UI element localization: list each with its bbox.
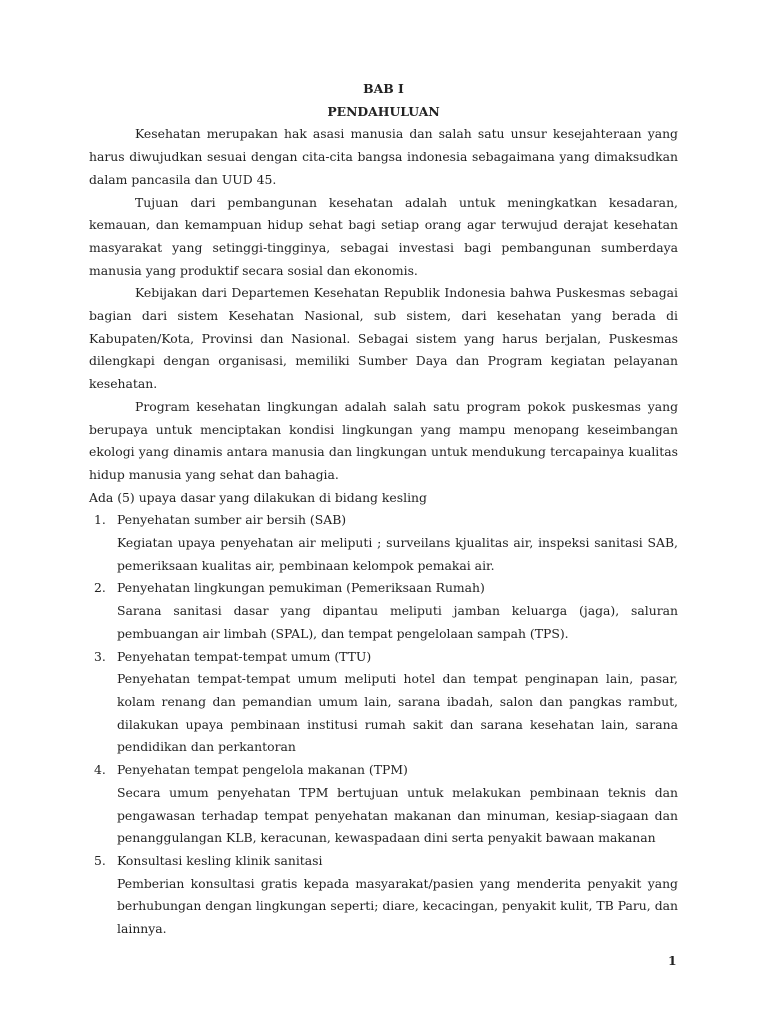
list-item-number: 1. (94, 512, 106, 528)
list-intro: Ada (5) upaya dasar yang dilakukan di bidang kesling (89, 489, 427, 505)
list-item (89, 577, 678, 645)
document-body (89, 78, 678, 941)
list-item-description: Penyehatan tempat-tempat umum meliputi hotel dan tempat penginapan lain, pasar, kolam renang dan pemandian umum lain, sarana ibadah, salon dan pangkas rambut, dilakukan upaya pembinaan institusi rumah sakit dan sarana kesehatan lain, sarana pendidikan dan perkantoran (117, 671, 678, 755)
upaya-list (89, 509, 678, 940)
list-item-description: Pemberian konsultasi gratis kepada masyarakat/pasien yang menderita penyakit yang berhubungan dengan lingkungan seperti; diare, kecacingan, penyakit kulit, TB Paru, dan lainnya. (117, 875, 678, 937)
list-item-number: 4. (94, 762, 106, 778)
list-item-title: Penyehatan lingkungan pemukiman (Pemeriksaan Rumah) (117, 580, 485, 596)
chapter-label: BAB I (363, 81, 404, 96)
list-item-description: Sarana sanitasi dasar yang dipantau meliputi jamban keluarga (jaga), saluran pembuangan air limbah (SPAL), dan tempat pengelolaan sampah (TPS). (117, 603, 678, 641)
paragraph: Kebijakan dari Departemen Kesehatan Republik Indonesia bahwa Puskesmas sebagai bagian dari sistem Kesehatan Nasional, sub sistem, dari kesehatan yang berada di Kabupaten/Kota, Provinsi dan Nasional. Sebagai sistem yang harus berjalan, Puskesmas dilengkapi dengan organisasi, memiliki Sumber Daya dan Program kegiatan pelayanan kesehatan. (89, 285, 678, 392)
list-item-title: Penyehatan tempat pengelola makanan (TPM) (117, 762, 408, 778)
list-item (89, 509, 678, 577)
list-item-title: Konsultasi kesling klinik sanitasi (117, 852, 323, 868)
list-item (89, 759, 678, 850)
list-item-description: Secara umum penyehatan TPM bertujuan untuk melakukan pembinaan teknis dan pengawasan terhadap tempat penyehatan makanan dan minuman, kesiap-siagaan dan penanggulangan KLB, keracunan, kewaspadaan dini serta penyakit bawaan makanan (117, 784, 678, 846)
list-item (89, 850, 678, 941)
list-item-number: 2. (94, 580, 106, 596)
list-item (89, 646, 678, 760)
list-item-number: 3. (94, 648, 106, 664)
paragraph: Tujuan dari pembangunan kesehatan adalah untuk meningkatkan kesadaran, kemauan, dan kemampuan hidup sehat bagi setiap orang agar terwujud derajat kesehatan masyarakat yang setinggi-tingginya, sebagai investasi bagi pembangunan sumberdaya manusia yang produktif secara sosial dan ekonomis. (89, 194, 678, 278)
list-item-number: 5. (94, 852, 106, 868)
list-item-description: Kegiatan upaya penyehatan air meliputi ; surveilans kjualitas air, inspeksi sanitasi SAB, pemeriksaan kualitas air, pembinaan kelompok pemakai air. (117, 535, 678, 573)
paragraph: Kesehatan merupakan hak asasi manusia dan salah satu unsur kesejahteraan yang harus diwujudkan sesuai dengan cita-cita bangsa indonesia sebagaimana yang dimaksudkan dalam pancasila dan UUD 45. (89, 126, 678, 187)
list-item-title: Penyehatan tempat-tempat umum (TTU) (117, 648, 372, 664)
list-item-title: Penyehatan sumber air bersih (SAB) (117, 512, 347, 528)
chapter-title: PENDAHULUAN (327, 103, 440, 119)
page-number: 1 (668, 953, 677, 968)
paragraph: Program kesehatan lingkungan adalah salah satu program pokok puskesmas yang berupaya untuk menciptakan kondisi lingkungan yang mampu menopang keseimbangan ekologi yang dinamis antara manusia dan lingkungan untuk mendukung tercapainya kualitas hidup manusia yang sehat dan bahagia. (89, 398, 678, 482)
